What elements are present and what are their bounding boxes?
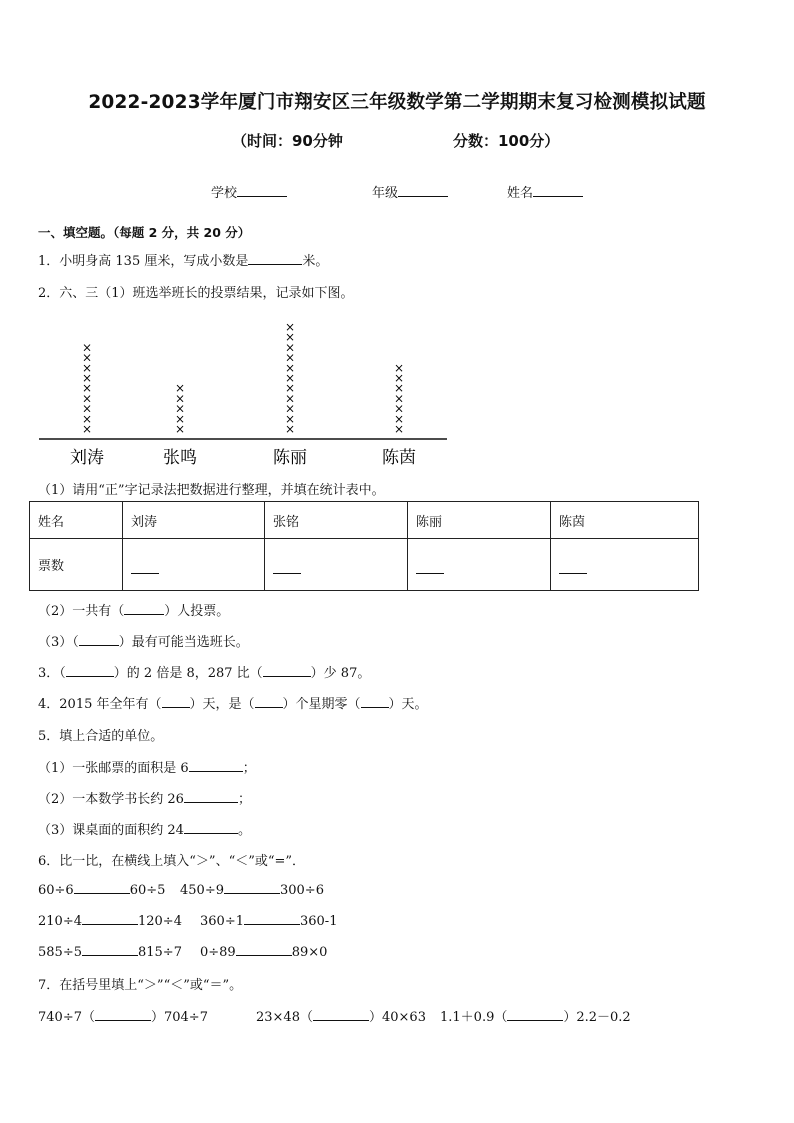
q7-c-blank: [507, 1008, 563, 1021]
q2-sub2-a: （2）一共有（: [38, 604, 125, 619]
q6-blank: [224, 881, 280, 894]
vote-mark: ×: [284, 391, 296, 406]
vote-mark: ×: [393, 381, 405, 396]
page-title: 2022-2023学年厦门市翔安区三年级数学第二学期期末复习检测模拟试题: [88, 92, 706, 113]
table-cell-blank: [408, 539, 551, 591]
q2-sub3-a: （3）（: [38, 635, 79, 650]
q2-sub3-blank: [79, 633, 119, 646]
vote-mark: ×: [81, 391, 93, 406]
q6-expr: 89×0: [291, 945, 328, 960]
vote-mark: ×: [81, 340, 93, 355]
vote-mark: ×: [174, 422, 186, 436]
name-label: 姓名: [507, 186, 534, 201]
vote-mark: ×: [284, 401, 296, 416]
q7-b: [256, 1006, 426, 1025]
q6-row-1: [38, 881, 165, 898]
q6-blank: [236, 943, 292, 956]
candidate-label: 陈茵: [382, 448, 416, 468]
section-heading: 一、填空题。（每题 2 分，共 20 分）: [38, 225, 251, 240]
exam-time: （时间：90分钟: [232, 132, 343, 150]
q7-a-blank: [95, 1008, 151, 1021]
school-label: 学校: [211, 186, 238, 201]
vote-mark: ×: [284, 350, 296, 365]
q6-row-3b: [200, 943, 327, 960]
table-header-cell: 张铭: [265, 502, 408, 539]
vote-mark: ×: [81, 381, 93, 396]
q6-row-3: [38, 943, 182, 960]
table-row: [30, 502, 699, 539]
q4-b: ）天，是（: [189, 697, 255, 712]
question-6: 6．比一比，在横线上填入“＞”、“＜”或“=”．: [38, 854, 306, 869]
q6-expr: 120÷4: [137, 914, 182, 929]
vote-mark: ×: [81, 411, 93, 426]
question-1: [38, 250, 328, 269]
vote-mark: ×: [174, 401, 186, 416]
q6-expr: 300÷6: [279, 883, 324, 898]
candidate-label: 张鸣: [163, 448, 197, 468]
q3-blank-1: [66, 664, 114, 677]
q6-expr: 450÷9: [180, 883, 224, 898]
q7-a-left: 740÷7（: [38, 1010, 95, 1025]
q5-a-text: （1）一张邮票的面积是 6: [38, 761, 189, 776]
vote-mark: ×: [284, 411, 296, 426]
table-cell-blank: [551, 539, 699, 591]
q7-a: [38, 1006, 208, 1025]
table-header-cell: 姓名: [30, 502, 123, 539]
q6-expr: 815÷7: [137, 945, 182, 960]
q4-d: ）天。: [388, 697, 428, 712]
vote-mark: ×: [174, 411, 186, 426]
vote-mark: ×: [393, 360, 405, 375]
table-row: [30, 539, 699, 591]
question-5: 5．填上合适的单位。: [38, 729, 164, 744]
vote-mark: ×: [81, 401, 93, 416]
q6-expr: 60÷6: [38, 883, 74, 898]
vote-mark: ×: [393, 401, 405, 416]
q7-b-left: 23×48（: [256, 1010, 313, 1025]
q7-b-right: ）40×63: [368, 1010, 426, 1025]
q5-b-text: （2）一本数学书长约 26: [38, 792, 184, 807]
q2-sub2: [38, 600, 229, 619]
vote-mark: ×: [174, 381, 186, 396]
vote-mark: ×: [284, 371, 296, 385]
q3-c: ）少 87。: [310, 666, 371, 681]
candidate-label: 陈丽: [273, 448, 307, 468]
q6-expr: 0÷89: [200, 945, 236, 960]
school-blank: [237, 184, 287, 197]
vote-mark: ×: [284, 381, 296, 396]
grade-blank: [398, 184, 448, 197]
q7-c-left: 1.1＋0.9（: [440, 1010, 508, 1025]
q1-text: 1．小明身高 135 厘米，写成小数是: [38, 254, 249, 269]
vote-mark: ×: [393, 411, 405, 426]
q5-a-blank: [189, 759, 243, 772]
vote-mark: ×: [81, 350, 93, 365]
table-header-cell: 刘涛: [123, 502, 265, 539]
vote-mark: ×: [81, 371, 93, 385]
table-row-label: 票数: [30, 539, 123, 591]
q7-b-blank: [313, 1008, 369, 1021]
q5-c-text: （3）课桌面的面积约 24: [38, 823, 184, 838]
q6-expr: 60÷5: [129, 883, 166, 898]
table-cell-blank: [265, 539, 408, 591]
vote-mark: ×: [284, 330, 296, 345]
q6-blank: [82, 912, 138, 925]
q5-c: [38, 819, 251, 838]
vote-mark: ×: [284, 320, 296, 334]
vote-mark: ×: [81, 422, 93, 436]
table-header-cell: 陈茵: [551, 502, 699, 539]
question-4: [38, 693, 428, 712]
q1-blank: [248, 252, 302, 265]
question-2: 2．六、三（1）班选举班长的投票结果，记录如下图。: [38, 286, 354, 301]
question-7: 7．在括号里填上“＞”“＜”或“＝”。: [38, 978, 243, 993]
vote-mark: ×: [393, 371, 405, 385]
q4-blank-3: [361, 695, 389, 708]
q5-c-blank: [184, 821, 238, 834]
vote-chart: [30, 305, 460, 475]
exam-score: 分数：100分）: [453, 132, 560, 150]
tally-table: [29, 501, 699, 591]
name-blank: [533, 184, 583, 197]
q6-row-2b: [200, 912, 337, 929]
q6-expr: 210÷4: [38, 914, 82, 929]
table-header-cell: 陈丽: [408, 502, 551, 539]
q3-blank-2: [263, 664, 311, 677]
q6-expr: 585÷5: [38, 945, 82, 960]
q5-b-blank: [184, 790, 238, 803]
question-3: [38, 662, 370, 681]
q1-end: 米。: [302, 254, 329, 269]
q6-blank: [82, 943, 138, 956]
q5-a: [38, 757, 256, 776]
vote-mark: ×: [284, 422, 296, 436]
candidate-label: 刘涛: [70, 448, 104, 468]
q2-sub1: （1）请用“正”字记录法把数据进行整理，并填在统计表中。: [38, 483, 385, 498]
name-field: [507, 182, 583, 201]
grade-label: 年级: [372, 186, 399, 201]
q7-a-right: ）704÷7: [150, 1010, 208, 1025]
q3-b: ）的 2 倍是 8，287 比（: [113, 666, 263, 681]
q2-sub3-b: ）最有可能当选班长。: [118, 635, 249, 650]
q6-row-2: [38, 912, 182, 929]
q6-row-1b: [180, 881, 324, 898]
q6-blank: [244, 912, 300, 925]
q2-sub3: [38, 631, 249, 650]
vote-mark: ×: [284, 340, 296, 355]
q3-a: 3．（: [38, 666, 66, 681]
q5-b: [38, 788, 251, 807]
school-field: [211, 182, 287, 201]
q5-b-end: ；: [237, 792, 251, 807]
vote-mark: ×: [393, 422, 405, 436]
grade-field: [372, 182, 448, 201]
q4-blank-2: [255, 695, 283, 708]
vote-mark: ×: [284, 360, 296, 375]
q7-c-right: ）2.2－0.2: [563, 1010, 631, 1025]
q6-blank: [74, 881, 130, 894]
q5-a-end: ；: [242, 761, 256, 776]
q2-sub2-b: ）人投票。: [164, 604, 230, 619]
table-cell-blank: [123, 539, 265, 591]
q7-c: [440, 1006, 631, 1025]
q2-sub2-blank: [124, 602, 164, 615]
q4-blank-1: [162, 695, 190, 708]
q4-c: ）个星期零（: [282, 697, 361, 712]
vote-mark: ×: [174, 391, 186, 406]
vote-mark: ×: [393, 391, 405, 406]
q6-expr: 360÷1: [200, 914, 244, 929]
vote-mark: ×: [81, 360, 93, 375]
q5-c-end: 。: [237, 823, 251, 838]
q4-a: 4．2015 年全年有（: [38, 697, 162, 712]
q6-expr: 360-1: [299, 914, 338, 929]
